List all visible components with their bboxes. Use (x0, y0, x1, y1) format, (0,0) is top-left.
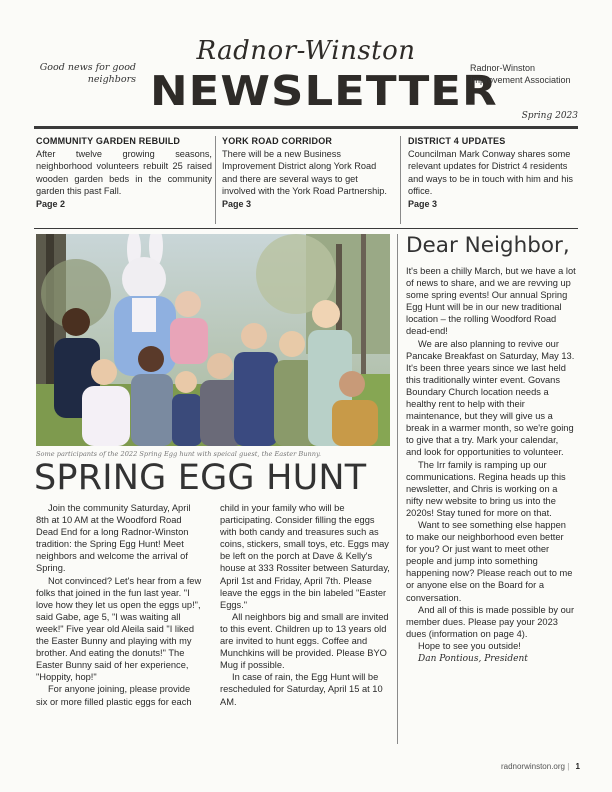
footer: radnorwinston.org | 1 (500, 762, 580, 771)
tagline-right: Radnor-Winston Improvement Association (470, 63, 571, 85)
letter-paragraph: Want to see something else happen to make our neighborhood even better for you? Or just want to meet other people and jump into something happening now? Please reach out to me or anyone else on the Board for a conversation. (406, 519, 573, 603)
masthead-script-title: Radnor-Winston (196, 36, 416, 66)
letter-heading: Dear Neighbor, (406, 233, 570, 258)
teaser-heading: DISTRICT 4 UPDATES (408, 136, 506, 146)
masthead-rule (34, 126, 578, 129)
tagline-left: Good news for good neighbors (39, 62, 136, 85)
article-headline: SPRING EGG HUNT (34, 458, 367, 498)
teaser-body: Councilman Mark Conway shares some relevant updates for District 4 residents and ways to be in touch with him and his office. (408, 149, 573, 196)
teaser-body: There will be a new Business Improvement District along York Road and there are several ways to get involved with the York Road Partnership. (222, 149, 387, 196)
column-divider (215, 136, 216, 224)
teaser-rule (34, 228, 578, 229)
footer-page-number: 1 (575, 762, 580, 771)
article-column-1 (36, 502, 204, 708)
letter-signature-line (406, 652, 576, 665)
column-divider (400, 136, 401, 224)
teaser-district-4 (408, 136, 578, 228)
group-photo-illustration (36, 234, 390, 446)
teaser-page-ref: Page 3 (408, 199, 438, 210)
teaser-heading: COMMUNITY GARDEN REBUILD (36, 136, 181, 146)
footer-website[interactable]: radnorwinston.org (500, 762, 565, 771)
issue-season: Spring 2023 (521, 111, 578, 121)
letter-paragraph: The Irr family is ramping up our communications. Regina heads up this newsletter, and Chris is working on a nifty new website to bring us into the 2020s! Stay tuned for more on that. (406, 459, 566, 518)
article-paragraph: In case of rain, the Egg Hunt will be rescheduled for Saturday, April 15 at 10 AM. (220, 672, 383, 707)
teaser-body: After twelve growing seasons, neighborhood volunteers rebuilt 25 raised wooden garden beds in the community garden this past Fall. (36, 149, 212, 196)
article-paragraph: child in your family who will be participating. Consider filling the eggs with both candy and treasures such as coins, stickers, small toys, etc. Eggs may be left on the porch at Dave & Kelly's house at 333 Rossiter between Saturday, April 1st and Friday, April 7th. Please leave the eggs in the bin labeled "Easter Eggs." (220, 503, 390, 610)
article-paragraph: All neighbors big and small are invited to this event. Children up to 13 years old are invited to hunt eggs. Coffee and Munchkins will be provided. Please BYO Mug if possible. (220, 611, 389, 671)
teaser-heading: YORK ROAD CORRIDOR (222, 136, 333, 146)
article-paragraph: Not convinced? Let's hear from a few folks that joined in the fun last year. "I love how they let us open the eggs up!", said Gabe, age 5, "I was waiting all week!" Five year old Aleila said "I liked the Easter Bunny and playing with my brother. And eating the donuts!" The Easter Bunny said of her experience, "Hoppity, hop!" (36, 575, 202, 683)
article-column-2 (220, 502, 390, 708)
teaser-york-road (222, 136, 394, 228)
letter-paragraph: It's been a chilly March, but we have a lot of news to share, and we are revving up some spring events! Our annual Spring Egg Hunt will be in our new traditional location – the rolling Woodford Road dead-end! (406, 266, 576, 337)
letter-paragraph: Hope to see you outside! (418, 640, 521, 651)
masthead-title: NEWSLETTER (150, 66, 498, 115)
letter-signature: Dan Pontious, President (418, 654, 528, 664)
article-paragraph: For anyone joining, please provide six or more filled plastic eggs for each (36, 684, 192, 707)
egg-hunt-photo (36, 234, 390, 446)
letter-paragraph: We are also planning to revive our Pancake Breakfast on Saturday, May 13. It's been three years since we last held this traditionally winter event. Govans Boundary Church location needs a healthy rent to help with their maintenance, but they will give us a break in a warmer month, so we're going to give that a try. Mark your calendar, and look for opportunities to volunteer. (406, 338, 575, 458)
letter-paragraph: And all of this is made possible by our member dues. Please pay your 2023 dues (information on page 4). (406, 604, 575, 639)
teaser-page-ref: Page 3 (222, 199, 252, 210)
article-paragraph: Join the community Saturday, April 8th at 10 AM at the Woodford Road Dead End for a long Radnor-Winston tradition: the Spring Egg Hunt! Meet neighbors and welcome the arrival of Spring. (36, 503, 191, 574)
teaser-community-garden (36, 136, 212, 228)
photo-caption: Some participants of the 2022 Spring Egg hunt with speical guest, the Easter Bunny. (36, 450, 321, 458)
column-divider (397, 234, 398, 744)
letter-column (406, 265, 576, 665)
teaser-page-ref: Page 2 (36, 199, 66, 210)
